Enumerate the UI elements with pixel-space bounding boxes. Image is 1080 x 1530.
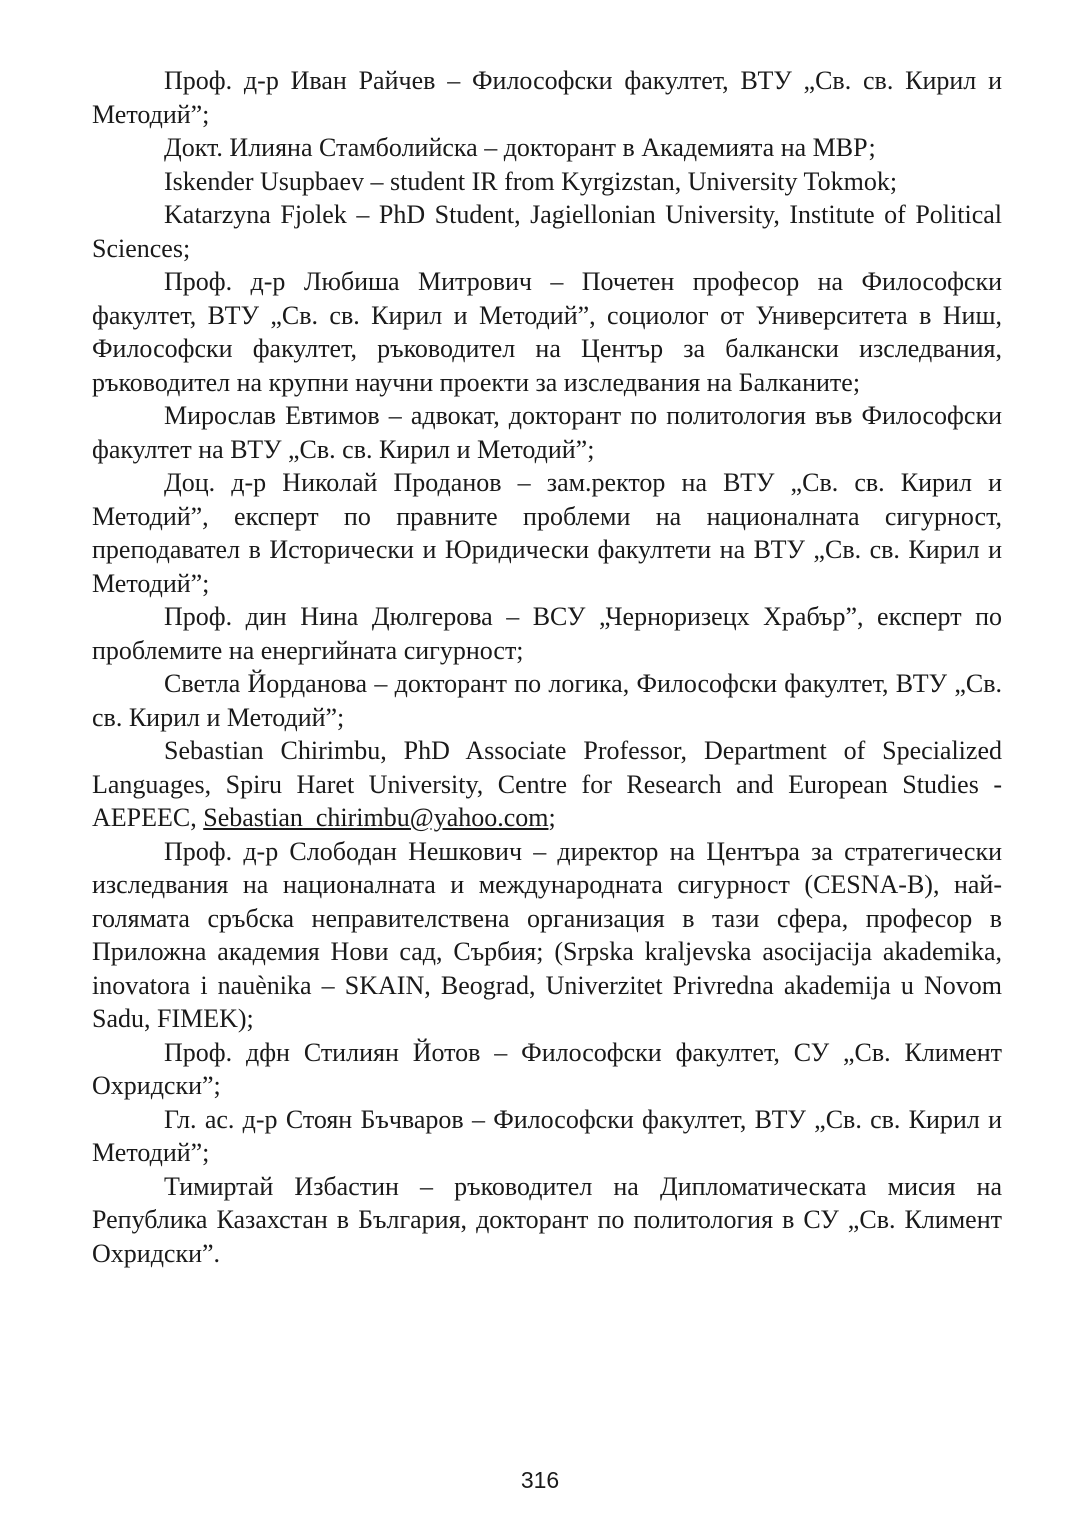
participant-entry: Тимиртай Избастин – ръководител на Дипломатическата мисия на Република Казахстан в България, докторант по политология в СУ „Св. Климент Охридски”. xyxy=(92,1171,1002,1268)
participant-entry-with-email xyxy=(92,734,1002,835)
participant-entry-text: Sebastian Chirimbu, PhD Associate Professor, Department of Specialized Languages, Spiru Haret University, Centre for Research and European Studies - AEPEEC, xyxy=(92,736,1002,832)
participant-entry: Мирослав Евтимов – адвокат, докторант по политология във Философски факултет на ВТУ „Св. св. Кирил и Методий”; xyxy=(92,401,1002,464)
email-link[interactable]: Sebastian_chirimbu@yahoo.com xyxy=(203,803,549,832)
participant-entry: Katarzyna Fjolek – PhD Student, Jagiellonian University, Institute of Political Sciences; xyxy=(92,200,1002,263)
participant-entry: Iskender Usupbaev – student IR from Kyrgizstan, University Tokmok; xyxy=(164,166,898,196)
participant-entry: Доц. д-р Николай Проданов – зам.ректор на ВТУ „Св. св. Кирил и Методий”, експерт по правните проблеми на националната сигурност, преподавател в Исторически и Юридически факултети на ВТУ „Св. св. Кирил и Методий”; xyxy=(92,468,1002,598)
participant-entry: Проф. д-р Иван Райчев – Философски факултет, ВТУ „Св. св. Кирил и Методий”; xyxy=(92,66,1002,129)
participant-entry: Докт. Илияна Стамболийска – докторант в Академията на МВР; xyxy=(164,133,876,162)
participant-entry: Светла Йорданова – докторант по логика, Философски факултет, ВТУ „Св. св. Кирил и Методий”; xyxy=(92,669,1002,732)
participant-entry: Проф. дфн Стилиян Йотов – Философски факултет, СУ „Св. Климент Охридски”; xyxy=(92,1037,1002,1100)
page-number: 316 xyxy=(520,1467,560,1493)
participant-entry: Проф. дин Нина Дюлгерова – ВСУ „Черноризецх Храбър”, експерт по проблемите на енергийната сигурност; xyxy=(92,602,1002,665)
participant-entry: Гл. ас. д-р Стоян Бъчваров – Философски факултет, ВТУ „Св. св. Кирил и Методий”; xyxy=(92,1104,1002,1167)
entry-terminator: ; xyxy=(548,803,556,832)
participants-list xyxy=(92,64,1002,1270)
participant-entry: Проф. д-р Любиша Митрович – Почетен професор на Философски факултет, ВТУ „Св. св. Кирил и Методий”, социолог от Университета в Ниш, Философски факултет, ръководител на Център за балкански изследвания, ръководител на крупни научни проекти за изследвания на Балканите; xyxy=(92,267,1002,397)
participant-entry: Проф. д-р Слободан Нешкович – директор на Центъра за стратегически изследвания на националната и международната сигурност (CESNA-B), най-голямата сръбска неправителствена организация в тази сфера, професор в Приложна академия Нови сад, Сърбия; (Srpska kraljevska asocijacija akademika, inovatora i nauènika – SKAIN, Beograd, Univerzitet Privredna akademija u Novom Sadu, FIMEK); xyxy=(92,836,1002,1033)
